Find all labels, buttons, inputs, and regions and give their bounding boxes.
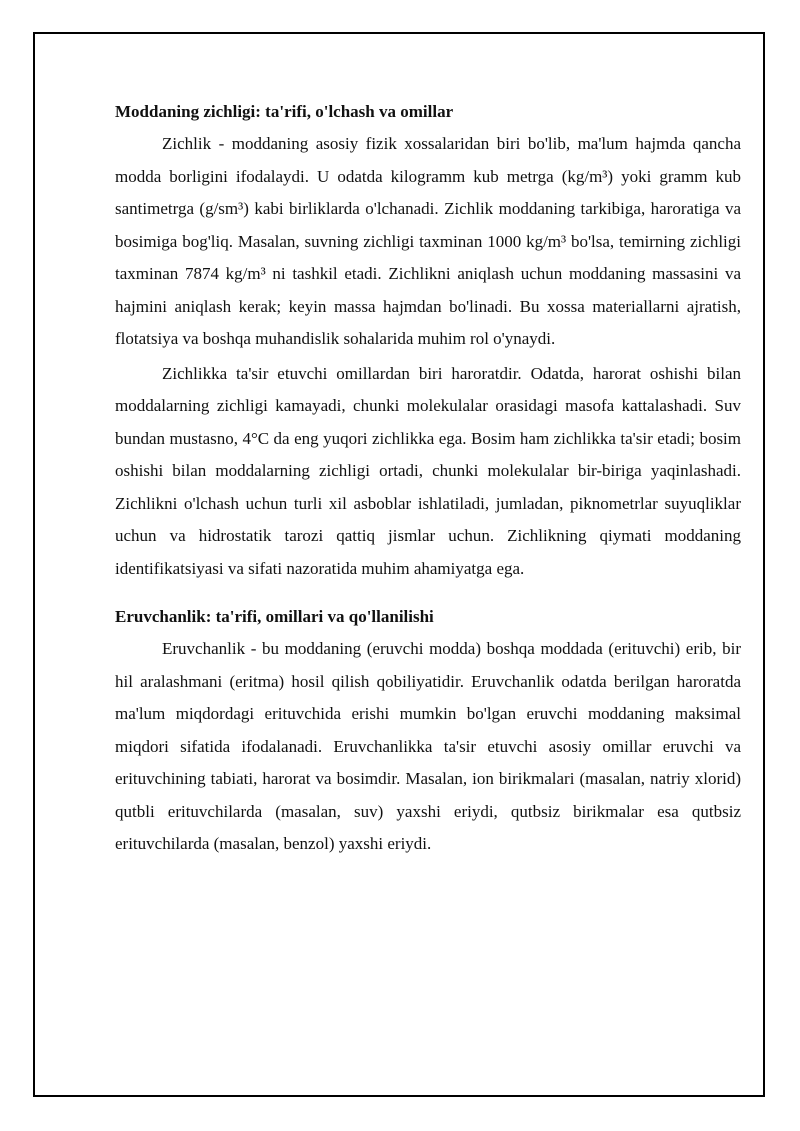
paragraph-density-definition: Zichlik - moddaning asosiy fizik xossalaridan biri bo'lib, ma'lum hajmda qancha modda borligini ifodalaydi. U odatda kilogramm kub metrga (kg/m³) yoki gramm kub santimetrga (g/sm³) kabi birliklarda o'lchanadi. Zichlik moddaning tarkibiga, haroratiga va bosimiga bog'liq. Masalan, suvning zichligi taxminan 1000 kg/m³ bo'lsa, temirning zichligi taxminan 7874 kg/m³ ni tashkil etadi. Zichlikni aniqlash uchun moddaning massasini va hajmini aniqlash kerak; keyin massa hajmdan bo'linadi. Bu xossa materiallarni ajratish, flotatsiya va boshqa muhandislik sohalarida muhim rol o'ynaydi. (115, 134, 741, 348)
paragraph-solubility-definition: Eruvchanlik - bu moddaning (eruvchi modda) boshqa moddada (erituvchi) erib, bir hil aralashmani (eritma) hosil qilish qobiliyatidir. Eruvchanlik odatda berilgan haroratda ma'lum miqdordagi erituvchida erishi mumkin bo'lgan eruvchi moddaning maksimal miqdori sifatida ifodalanadi. Eruvchanlikka ta'sir etuvchi asosiy omillar eruvchi va erituvchining tabiati, harorat va bosimdir. Masalan, ion birikmalari (masalan, natriy xlorid) qutbli erituvchilarda (masalan, suv) yaxshi eriydi, qutbsiz birikmalar esa qutbsiz erituvchilarda (masalan, benzol) yaxshi eriydi. (115, 639, 741, 853)
section-spacer (115, 587, 741, 603)
section-heading-solubility: Eruvchanlik: ta'rifi, omillari va qo'llanilishi (115, 607, 434, 626)
section-heading-density: Moddaning zichligi: ta'rifi, o'lchash va omillar (115, 102, 454, 121)
document-body (115, 98, 741, 863)
paragraph-density-factors: Zichlikka ta'sir etuvchi omillardan biri haroratdir. Odatda, harorat oshishi bilan moddalarning zichligi kamayadi, chunki molekulalar orasidagi masofa kattalashadi. Suv bundan mustasno, 4°C da eng yuqori zichlikka ega. Bosim ham zichlikka ta'sir etadi; bosim oshishi bilan moddalarning zichligi ortadi, chunki molekulalar bir-biriga yaqinlashadi. Zichlikni o'lchash uchun turli xil asboblar ishlatiladi, jumladan, piknometrlar suyuqliklar uchun va hidrostatik tarozi qattiq jismlar uchun. Zichlikning qiymati moddaning identifikatsiyasi va sifati nazoratida muhim ahamiyatga ega. (115, 363, 741, 578)
